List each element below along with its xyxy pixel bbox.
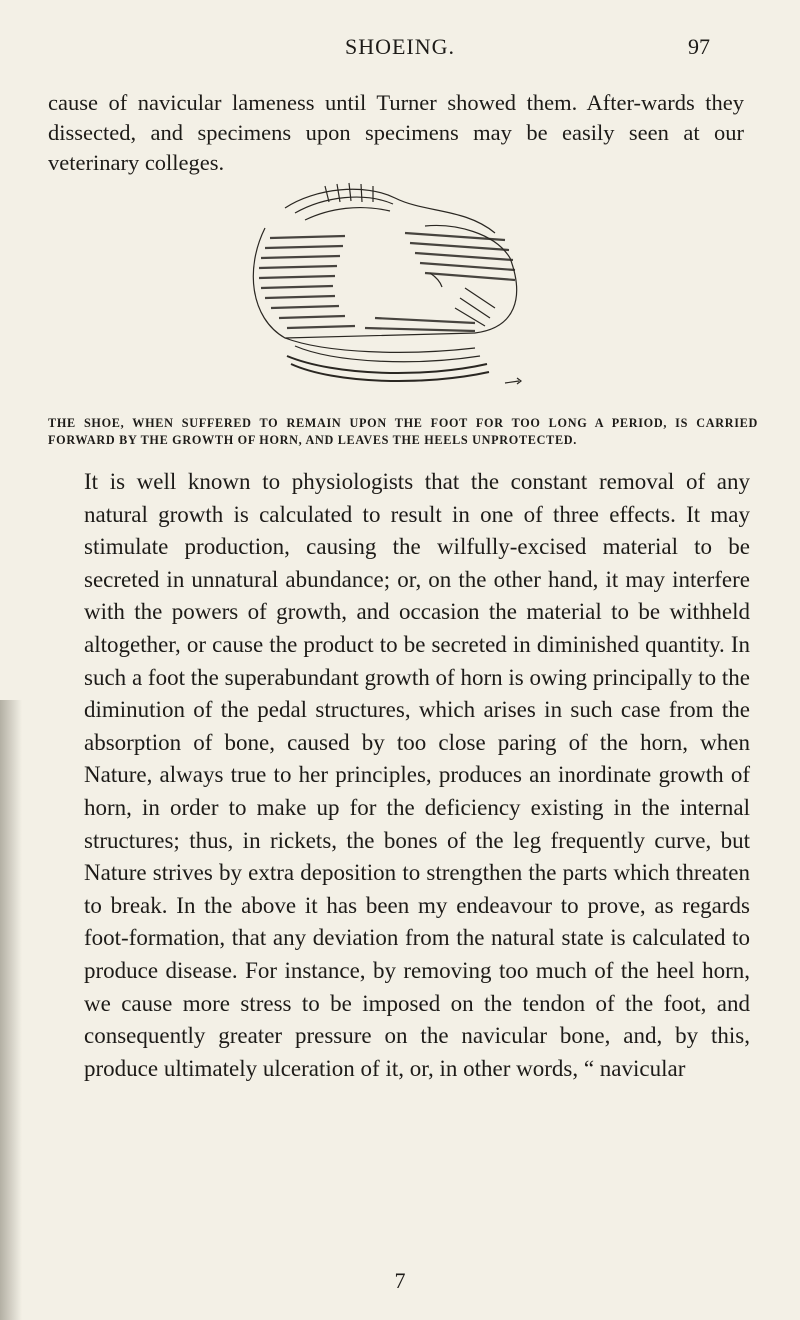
hoof-engraving-icon — [225, 178, 555, 408]
hoof-illustration — [225, 178, 555, 408]
page-header — [0, 34, 800, 74]
running-head: SHOEING. — [344, 34, 456, 59]
intro-paragraph: cause of navicular lameness until Turner showed them. After-wards they dissected, and specimens upon specimens may be easily seen at our veterinary colleges. — [48, 90, 744, 175]
figure-caption: THE SHOE, WHEN SUFFERED TO REMAIN UPON THE FOOT FOR TOO LONG A PERIOD, IS CARRIED FORWARD BY THE GROWTH OF HORN, AND LEAVES THE HEELS UNPROTECTED. — [48, 416, 758, 447]
binding-shadow — [0, 700, 22, 1320]
page-number: 97 — [688, 34, 710, 59]
signature-mark: 7 — [394, 1268, 406, 1293]
body-paragraph: It is well known to physiologists that the constant removal of any natural growth is calculated to result in one of three effects. It may stimulate production, causing the wilfully-excised material to be secreted in unnatural abundance; or, on the other hand, it may interfere with the powers of growth, and occasion the material to be withheld altogether, or cause the product to be secreted in diminished quantity. In such a foot the superabundant growth of horn is owing principally to the diminution of the pedal structures, which arises in such case from the absorption of bone, caused by too close paring of the horn, when Nature, always true to her principles, produces an inordinate growth of horn, in order to make up for the deficiency existing in the internal structures; thus, in rickets, the bones of the leg frequently curve, but Nature strives by extra deposition to strengthen the parts which threaten to break. In the above it has been my endeavour to prove, as regards foot-formation, that any deviation from the natural state is calculated to produce disease. For instance, by removing too much of the heel horn, we cause more stress to be imposed on the tendon of the foot, and consequently greater pressure on the navicular bone, and, by this, produce ultimately ulceration of it, or, in other words, “ navicular — [84, 469, 750, 1081]
